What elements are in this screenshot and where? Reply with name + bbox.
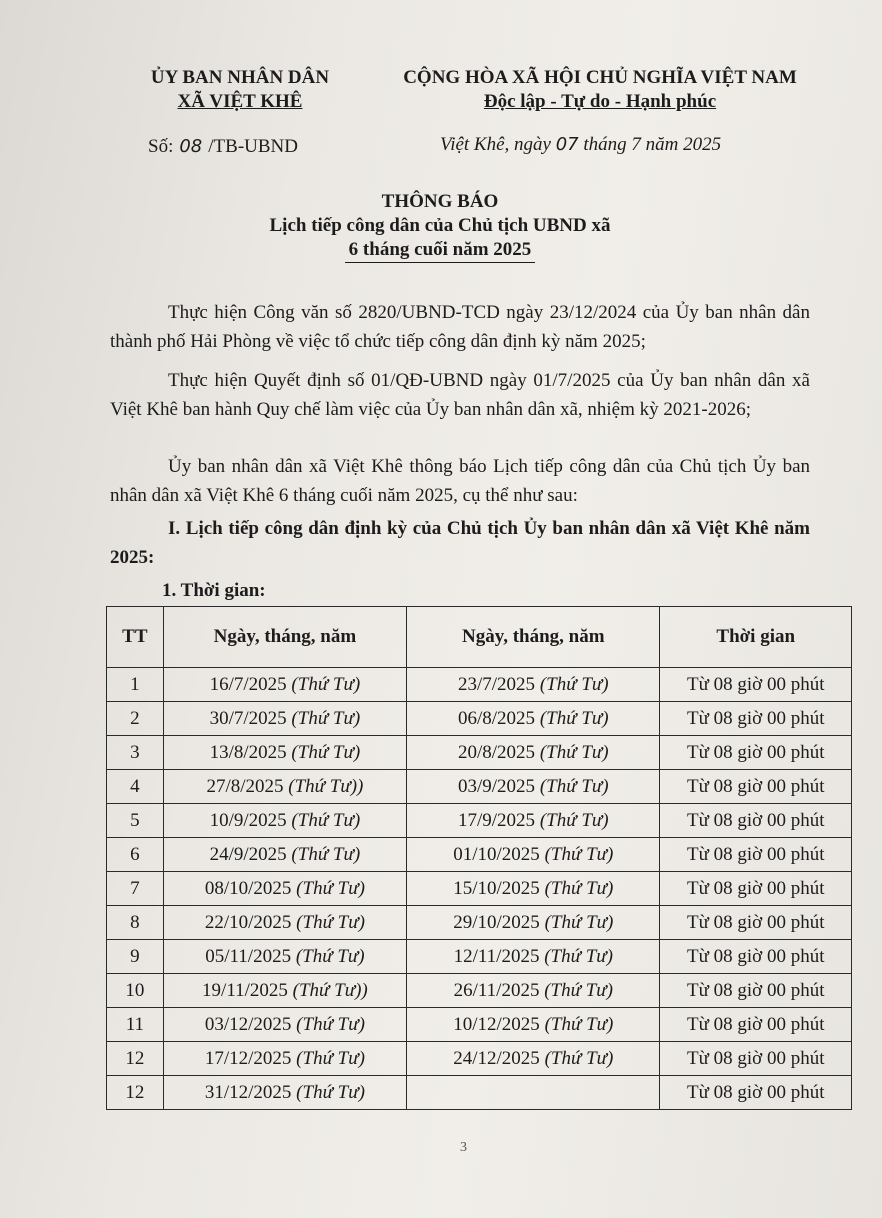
row-date-2-note: (Thứ Tư) <box>544 877 614 899</box>
agency-line2: XÃ VIỆT KHÊ <box>177 91 303 112</box>
table-row <box>107 1076 852 1110</box>
row-date-1-note: (Thứ Tư) <box>291 707 361 729</box>
row-tt: 5 <box>107 804 164 838</box>
row-tt: 12 <box>107 1076 164 1110</box>
row-date-1-note: (Thứ Tư) <box>291 843 361 865</box>
row-date-2-value: 15/10/2025 <box>453 877 540 899</box>
table-row <box>107 974 852 1008</box>
row-date-2 <box>407 1042 660 1076</box>
table-row <box>107 736 852 770</box>
row-date-2 <box>407 736 660 770</box>
so-suffix: /TB-UBND <box>208 136 298 157</box>
row-date-2 <box>407 838 660 872</box>
table-row <box>107 804 852 838</box>
paragraph-1: Thực hiện Công văn số 2820/UBND-TCD ngày 23/12/2024 của Ủy ban nhân dân thành phố Hải Phòng về việc tổ chức tiếp công dân định kỳ năm 2025; <box>110 302 810 352</box>
so-number: 08 <box>179 136 203 157</box>
date-prefix: Việt Khê, ngày <box>440 134 551 155</box>
row-date-1 <box>163 838 406 872</box>
row-date-1-value: 08/10/2025 <box>204 877 292 899</box>
nation-header <box>380 66 820 114</box>
row-date-1 <box>163 668 406 702</box>
row-date-2-value: 20/8/2025 <box>458 741 536 763</box>
row-time: Từ 08 giờ 00 phút <box>660 668 852 702</box>
page-mark: 3 <box>460 1140 467 1155</box>
header-time: Thời gian <box>660 607 852 668</box>
table-row <box>107 770 852 804</box>
row-date-1-note: (Thứ Tư)) <box>292 979 368 1001</box>
row-date-2-note: (Thứ Tư) <box>544 945 613 967</box>
row-date-1-note: (Thứ Tư)) <box>288 775 364 797</box>
row-date-2 <box>407 940 660 974</box>
row-date-1 <box>163 872 406 906</box>
row-date-1 <box>163 906 406 940</box>
row-date-1-value: 31/12/2025 <box>204 1081 292 1103</box>
row-date-1 <box>163 940 406 974</box>
row-date-1-value: 27/8/2025 <box>206 775 284 797</box>
row-date-2 <box>407 702 660 736</box>
row-date-1-value: 17/12/2025 <box>204 1047 292 1069</box>
row-date-2-value: 24/12/2025 <box>453 1047 540 1069</box>
row-date-1-value: 24/9/2025 <box>209 843 287 865</box>
row-date-1-value: 05/11/2025 <box>205 945 292 967</box>
row-date-1-note: (Thứ Tư) <box>295 945 365 967</box>
date-suffix: tháng 7 năm 2025 <box>583 134 722 155</box>
table-row <box>107 1042 852 1076</box>
row-date-1 <box>163 770 406 804</box>
row-date-1 <box>163 1042 406 1076</box>
row-date-1-note: (Thứ Tư) <box>296 1081 365 1103</box>
row-tt: 6 <box>107 838 164 872</box>
document-number <box>148 136 298 158</box>
row-date-2 <box>407 1076 660 1110</box>
date-day: 07 <box>555 134 579 155</box>
row-date-2 <box>407 668 660 702</box>
row-tt: 11 <box>107 1008 164 1042</box>
so-label: Số: <box>148 136 174 157</box>
row-date-2-note: (Thứ Tư) <box>539 775 609 797</box>
row-date-2-note: (Thứ Tư) <box>544 1013 614 1035</box>
table-row <box>107 1008 852 1042</box>
schedule-table-body <box>107 668 852 1110</box>
subsection-heading-1: 1. Thời gian: <box>162 580 266 601</box>
header-date-2: Ngày, tháng, năm <box>407 607 660 668</box>
row-time: Từ 08 giờ 00 phút <box>660 906 852 940</box>
row-date-1-note: (Thứ Tư) <box>291 809 361 831</box>
row-date-2-value: 01/10/2025 <box>453 843 540 865</box>
row-tt: 7 <box>107 872 164 906</box>
agency-line1: ỦY BAN NHÂN DÂN <box>150 67 330 88</box>
row-date-1-note: (Thứ Tư) <box>291 741 361 763</box>
row-date-2 <box>407 974 660 1008</box>
row-time: Từ 08 giờ 00 phút <box>660 1076 852 1110</box>
row-date-2-value: 10/12/2025 <box>453 1013 540 1035</box>
row-date-2-value: 29/10/2025 <box>453 911 540 933</box>
row-date-1-value: 10/9/2025 <box>209 809 287 831</box>
row-date-2-note: (Thứ Tư) <box>539 741 609 763</box>
row-date-2 <box>407 770 660 804</box>
row-tt: 9 <box>107 940 164 974</box>
row-date-2-value: 23/7/2025 <box>458 673 536 695</box>
row-tt: 10 <box>107 974 164 1008</box>
table-row <box>107 906 852 940</box>
row-time: Từ 08 giờ 00 phút <box>660 804 852 838</box>
row-date-1-note: (Thứ Tư) <box>296 1047 365 1069</box>
document-date <box>440 134 721 156</box>
row-date-2 <box>407 804 660 838</box>
row-time: Từ 08 giờ 00 phút <box>660 770 852 804</box>
paragraph-2: Thực hiện Quyết định số 01/QĐ-UBND ngày 01/7/2025 của Ủy ban nhân dân xã Việt Khê ban hành Quy chế làm việc của Ủy ban nhân dân xã, nhiệm kỳ 2021-2026; <box>110 370 810 420</box>
document-title <box>150 190 730 263</box>
row-date-2 <box>407 1008 660 1042</box>
section-heading-1: I. Lịch tiếp công dân định kỳ của Chủ tịch Ủy ban nhân dân xã Việt Khê năm 2025: <box>110 518 810 568</box>
paragraph-3: Ủy ban nhân dân xã Việt Khê thông báo Lịch tiếp công dân của Chủ tịch Ủy ban nhân dân xã Việt Khê 6 tháng cuối năm 2025, cụ thể như sau: <box>110 456 810 506</box>
row-date-2-value: 17/9/2025 <box>458 809 536 831</box>
title-line1: THÔNG BÁO <box>381 191 499 212</box>
row-time: Từ 08 giờ 00 phút <box>660 1008 852 1042</box>
row-tt: 1 <box>107 668 164 702</box>
row-date-1-value: 22/10/2025 <box>204 911 292 933</box>
row-time: Từ 08 giờ 00 phút <box>660 736 852 770</box>
row-date-2-value: 03/9/2025 <box>458 775 536 797</box>
row-date-2-value: 26/11/2025 <box>453 979 540 1001</box>
row-date-1-value: 19/11/2025 <box>202 979 288 1001</box>
row-date-2 <box>407 872 660 906</box>
schedule-table <box>106 606 852 1110</box>
row-date-2-note: (Thứ Tư) <box>544 843 614 865</box>
row-date-1 <box>163 804 406 838</box>
row-date-2-note: (Thứ Tư) <box>544 979 613 1001</box>
row-date-2-value: 06/8/2025 <box>458 707 536 729</box>
row-date-1-value: 16/7/2025 <box>209 673 287 695</box>
row-date-2-note: (Thứ Tư) <box>539 707 609 729</box>
table-row <box>107 838 852 872</box>
agency-header <box>130 66 350 114</box>
row-date-2-value: 12/11/2025 <box>453 945 540 967</box>
row-tt: 8 <box>107 906 164 940</box>
row-date-1 <box>163 1076 406 1110</box>
title-line3: 6 tháng cuối năm 2025 <box>345 238 536 263</box>
table-row <box>107 668 852 702</box>
row-date-2 <box>407 906 660 940</box>
row-date-1-note: (Thứ Tư) <box>296 877 365 899</box>
row-date-1-value: 13/8/2025 <box>209 741 287 763</box>
row-date-2-note: (Thứ Tư) <box>539 673 609 695</box>
row-time: Từ 08 giờ 00 phút <box>660 702 852 736</box>
row-date-1 <box>163 974 406 1008</box>
row-date-1-value: 30/7/2025 <box>209 707 287 729</box>
table-row <box>107 940 852 974</box>
row-time: Từ 08 giờ 00 phút <box>660 940 852 974</box>
table-row <box>107 872 852 906</box>
row-date-1-note: (Thứ Tư) <box>296 911 365 933</box>
row-date-1-note: (Thứ Tư) <box>296 1013 365 1035</box>
row-time: Từ 08 giờ 00 phút <box>660 872 852 906</box>
table-header-row <box>107 607 852 668</box>
row-time: Từ 08 giờ 00 phút <box>660 838 852 872</box>
row-date-2-note: (Thứ Tư) <box>544 911 614 933</box>
title-line2: Lịch tiếp công dân của Chủ tịch UBND xã <box>269 215 611 236</box>
row-date-2-note: (Thứ Tư) <box>539 809 609 831</box>
row-date-2-note: (Thứ Tư) <box>544 1047 614 1069</box>
row-tt: 4 <box>107 770 164 804</box>
row-date-1-note: (Thứ Tư) <box>291 673 361 695</box>
row-tt: 2 <box>107 702 164 736</box>
nation-motto: Độc lập - Tự do - Hạnh phúc <box>483 91 717 112</box>
row-time: Từ 08 giờ 00 phút <box>660 1042 852 1076</box>
table-row <box>107 702 852 736</box>
row-date-1-value: 03/12/2025 <box>204 1013 292 1035</box>
header-date-1: Ngày, tháng, năm <box>163 607 406 668</box>
row-date-1 <box>163 702 406 736</box>
row-date-1 <box>163 736 406 770</box>
row-time: Từ 08 giờ 00 phút <box>660 974 852 1008</box>
row-date-1 <box>163 1008 406 1042</box>
nation-line1: CỘNG HÒA XÃ HỘI CHỦ NGHĨA VIỆT NAM <box>403 67 797 88</box>
row-tt: 3 <box>107 736 164 770</box>
header-tt: TT <box>107 607 164 668</box>
row-tt: 12 <box>107 1042 164 1076</box>
